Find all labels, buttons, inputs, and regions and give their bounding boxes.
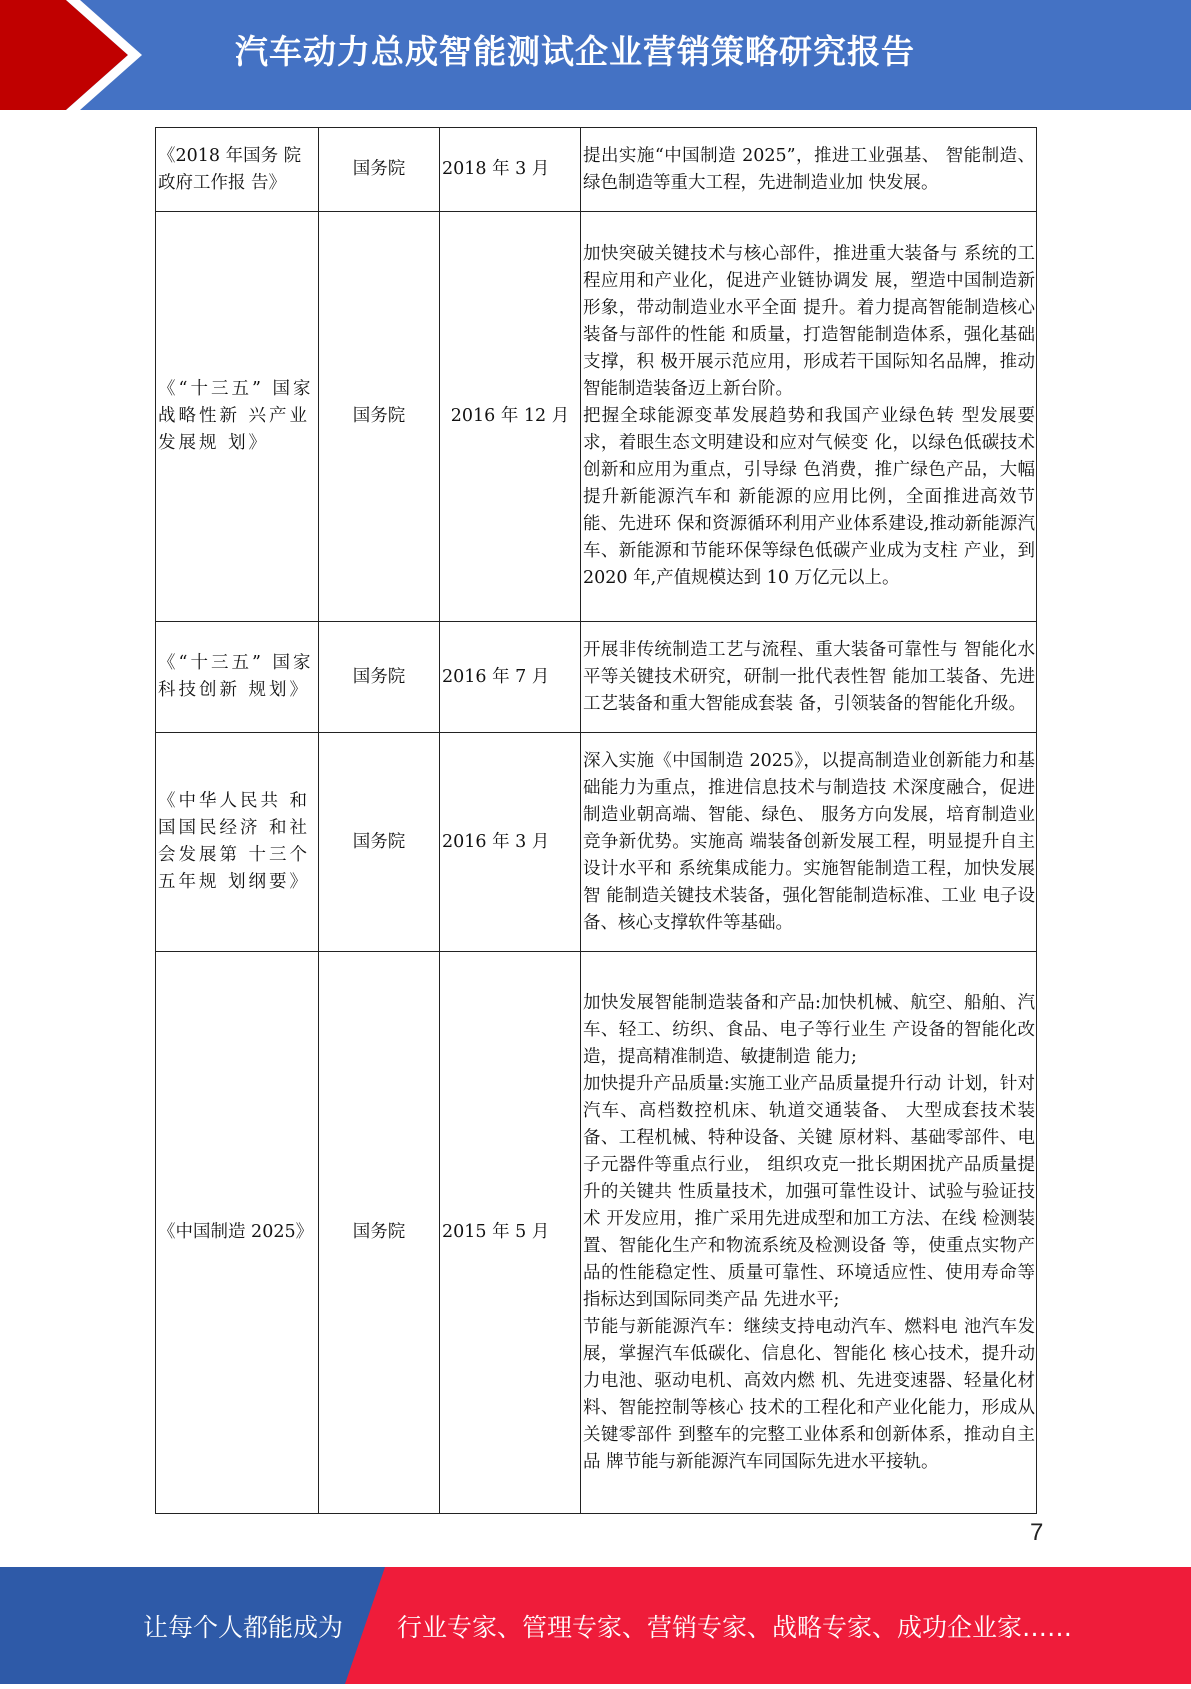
issuing-body-cell: 国务院 bbox=[319, 212, 440, 622]
report-footer-banner bbox=[0, 1567, 1191, 1684]
policy-content-paragraph: 深入实施《中国制造 2025》，以提高制造业创新能力和基础能力为重点，推进信息技术与制造技 术深度融合，促进制造业朝高端、智能、绿色、 服务方向发展，培育制造业竞争新优势。实施高 端装备创新发展工程，明显提升自主设计水平和 系统集成能力。实施智能制造工程，加快发展智 能制造关键技术装备，强化智能制造标准、工业 电子设备、核心支撑软件等基础。 bbox=[583, 750, 1035, 933]
footer-slogan-left: 让每个人都能成为 bbox=[143, 1613, 344, 1642]
policy-name-cell: 《中华人民共 和国国民经济 和社会发展第 十三个五年规 划纲要》 bbox=[156, 733, 319, 952]
policy-content-paragraph: 加快提升产品质量:实施工业产品质量提升行动 计划，针对汽车、高档数控机床、轨道交通装备、 大型成套技术装备、工程机械、特种设备、关键 原材料、基础零部件、电子元器件等重点行业， 组织攻克一批长期困扰产品质量提升的关键共 性质量技术，加强可靠性设计、试验与验证技术 开发应用，推广采用先进成型和加工方法、在线 检测装置、智能化生产和物流系统及检测设备 等，使重点实物产品的性能稳定性、质量可靠性、环境适应性、使用寿命等指标达到国际同类产品 先进水平; bbox=[583, 1073, 1035, 1310]
table-row bbox=[156, 952, 1037, 1514]
issuing-body-cell: 国务院 bbox=[319, 128, 440, 212]
issue-date-cell: 2016 年 12 月 bbox=[440, 212, 581, 622]
issuing-body-cell: 国务院 bbox=[319, 622, 440, 733]
policy-content-paragraph: 加快突破关键技术与核心部件，推进重大装备与 系统的工程应用和产业化，促进产业链协调发 展，塑造中国制造新形象，带动制造业水平全面 提升。着力提高智能制造核心装备与部件的性能 和质量，打造智能制造体系，强化基础支撑，积 极开展示范应用，形成若干国际知名品牌，推动 智能制造装备迈上新台阶。 bbox=[583, 244, 1035, 399]
policy-content-paragraph: 开展非传统制造工艺与流程、重大装备可靠性与 智能化水平等关键技术研究，研制一批代表性智 能加工装备、先进工艺装备和重大智能成套装 备，引领装备的智能化升级。 bbox=[583, 639, 1035, 714]
table-row bbox=[156, 212, 1037, 622]
policy-content-cell bbox=[581, 952, 1037, 1514]
issue-date-cell: 2018 年 3 月 bbox=[440, 128, 581, 212]
issue-date-cell: 2016 年 3 月 bbox=[440, 733, 581, 952]
policy-content-paragraph: 节能与新能源汽车：继续支持电动汽车、燃料电 池汽车发展，掌握汽车低碳化、信息化、智能化 核心技术，提升动力电池、驱动电机、高效内燃 机、先进变速器、轻量化材料、智能控制等核心 技术的工程化和产业化能力，形成从关键零部件 到整车的完整工业体系和创新体系，推动自主品 牌节能与新能源汽车同国际先进水平接轨。 bbox=[583, 1316, 1035, 1472]
report-header-banner bbox=[0, 0, 1191, 110]
policy-content-cell bbox=[581, 212, 1037, 622]
issue-date-cell: 2016 年 7 月 bbox=[440, 622, 581, 733]
footer-slogan-right: 行业专家、管理专家、营销专家、战略专家、成功企业家…… bbox=[397, 1613, 1073, 1642]
issue-date-cell: 2015 年 5 月 bbox=[440, 952, 581, 1514]
issuing-body-cell: 国务院 bbox=[319, 733, 440, 952]
report-title: 汽车动力总成智能测试企业营销策略研究报告 bbox=[235, 32, 915, 71]
policy-table bbox=[155, 127, 1037, 1514]
header-arrow-decoration bbox=[0, 0, 150, 110]
policy-name-cell: 《“十三五” 国家科技创新 规划》 bbox=[156, 622, 319, 733]
policy-content-cell bbox=[581, 622, 1037, 733]
policy-content-paragraph: 把握全球能源变革发展趋势和我国产业绿色转 型发展要求，着眼生态文明建设和应对气候变 化，以绿色低碳技术创新和应用为重点，引导绿 色消费，推广绿色产品，大幅提升新能源汽车和 新能源的应用比例，全面推进高效节能、先进环 保和资源循环利用产业体系建设,推动新能源汽 车、新能源和节能环保等绿色低碳产业成为支柱 产业，到 2020 年,产值规模达到 10 万亿元以上。 bbox=[583, 406, 1035, 588]
policy-content-cell bbox=[581, 733, 1037, 952]
table-row bbox=[156, 128, 1037, 212]
policy-name-cell: 《“十三五” 国家战略性新 兴产业发展规 划》 bbox=[156, 212, 319, 622]
policy-content-paragraph: 加快发展智能制造装备和产品:加快机械、航空、船舶、汽车、轻工、纺织、食品、电子等行业生 产设备的智能化改造，提高精准制造、敏捷制造 能力; bbox=[583, 992, 1035, 1067]
policy-name-cell: 《中国制造 2025》 bbox=[156, 952, 319, 1514]
table-row bbox=[156, 622, 1037, 733]
issuing-body-cell: 国务院 bbox=[319, 952, 440, 1514]
policy-content-paragraph: 提出实施“中国制造 2025”，推进工业强基、 智能制造、绿色制造等重大工程，先进制造业加 快发展。 bbox=[583, 145, 1035, 193]
table-row bbox=[156, 733, 1037, 952]
policy-name-cell: 《2018 年国务 院政府工作报 告》 bbox=[156, 128, 319, 212]
page-number: 7 bbox=[1030, 1519, 1044, 1546]
policy-content-cell bbox=[581, 128, 1037, 212]
